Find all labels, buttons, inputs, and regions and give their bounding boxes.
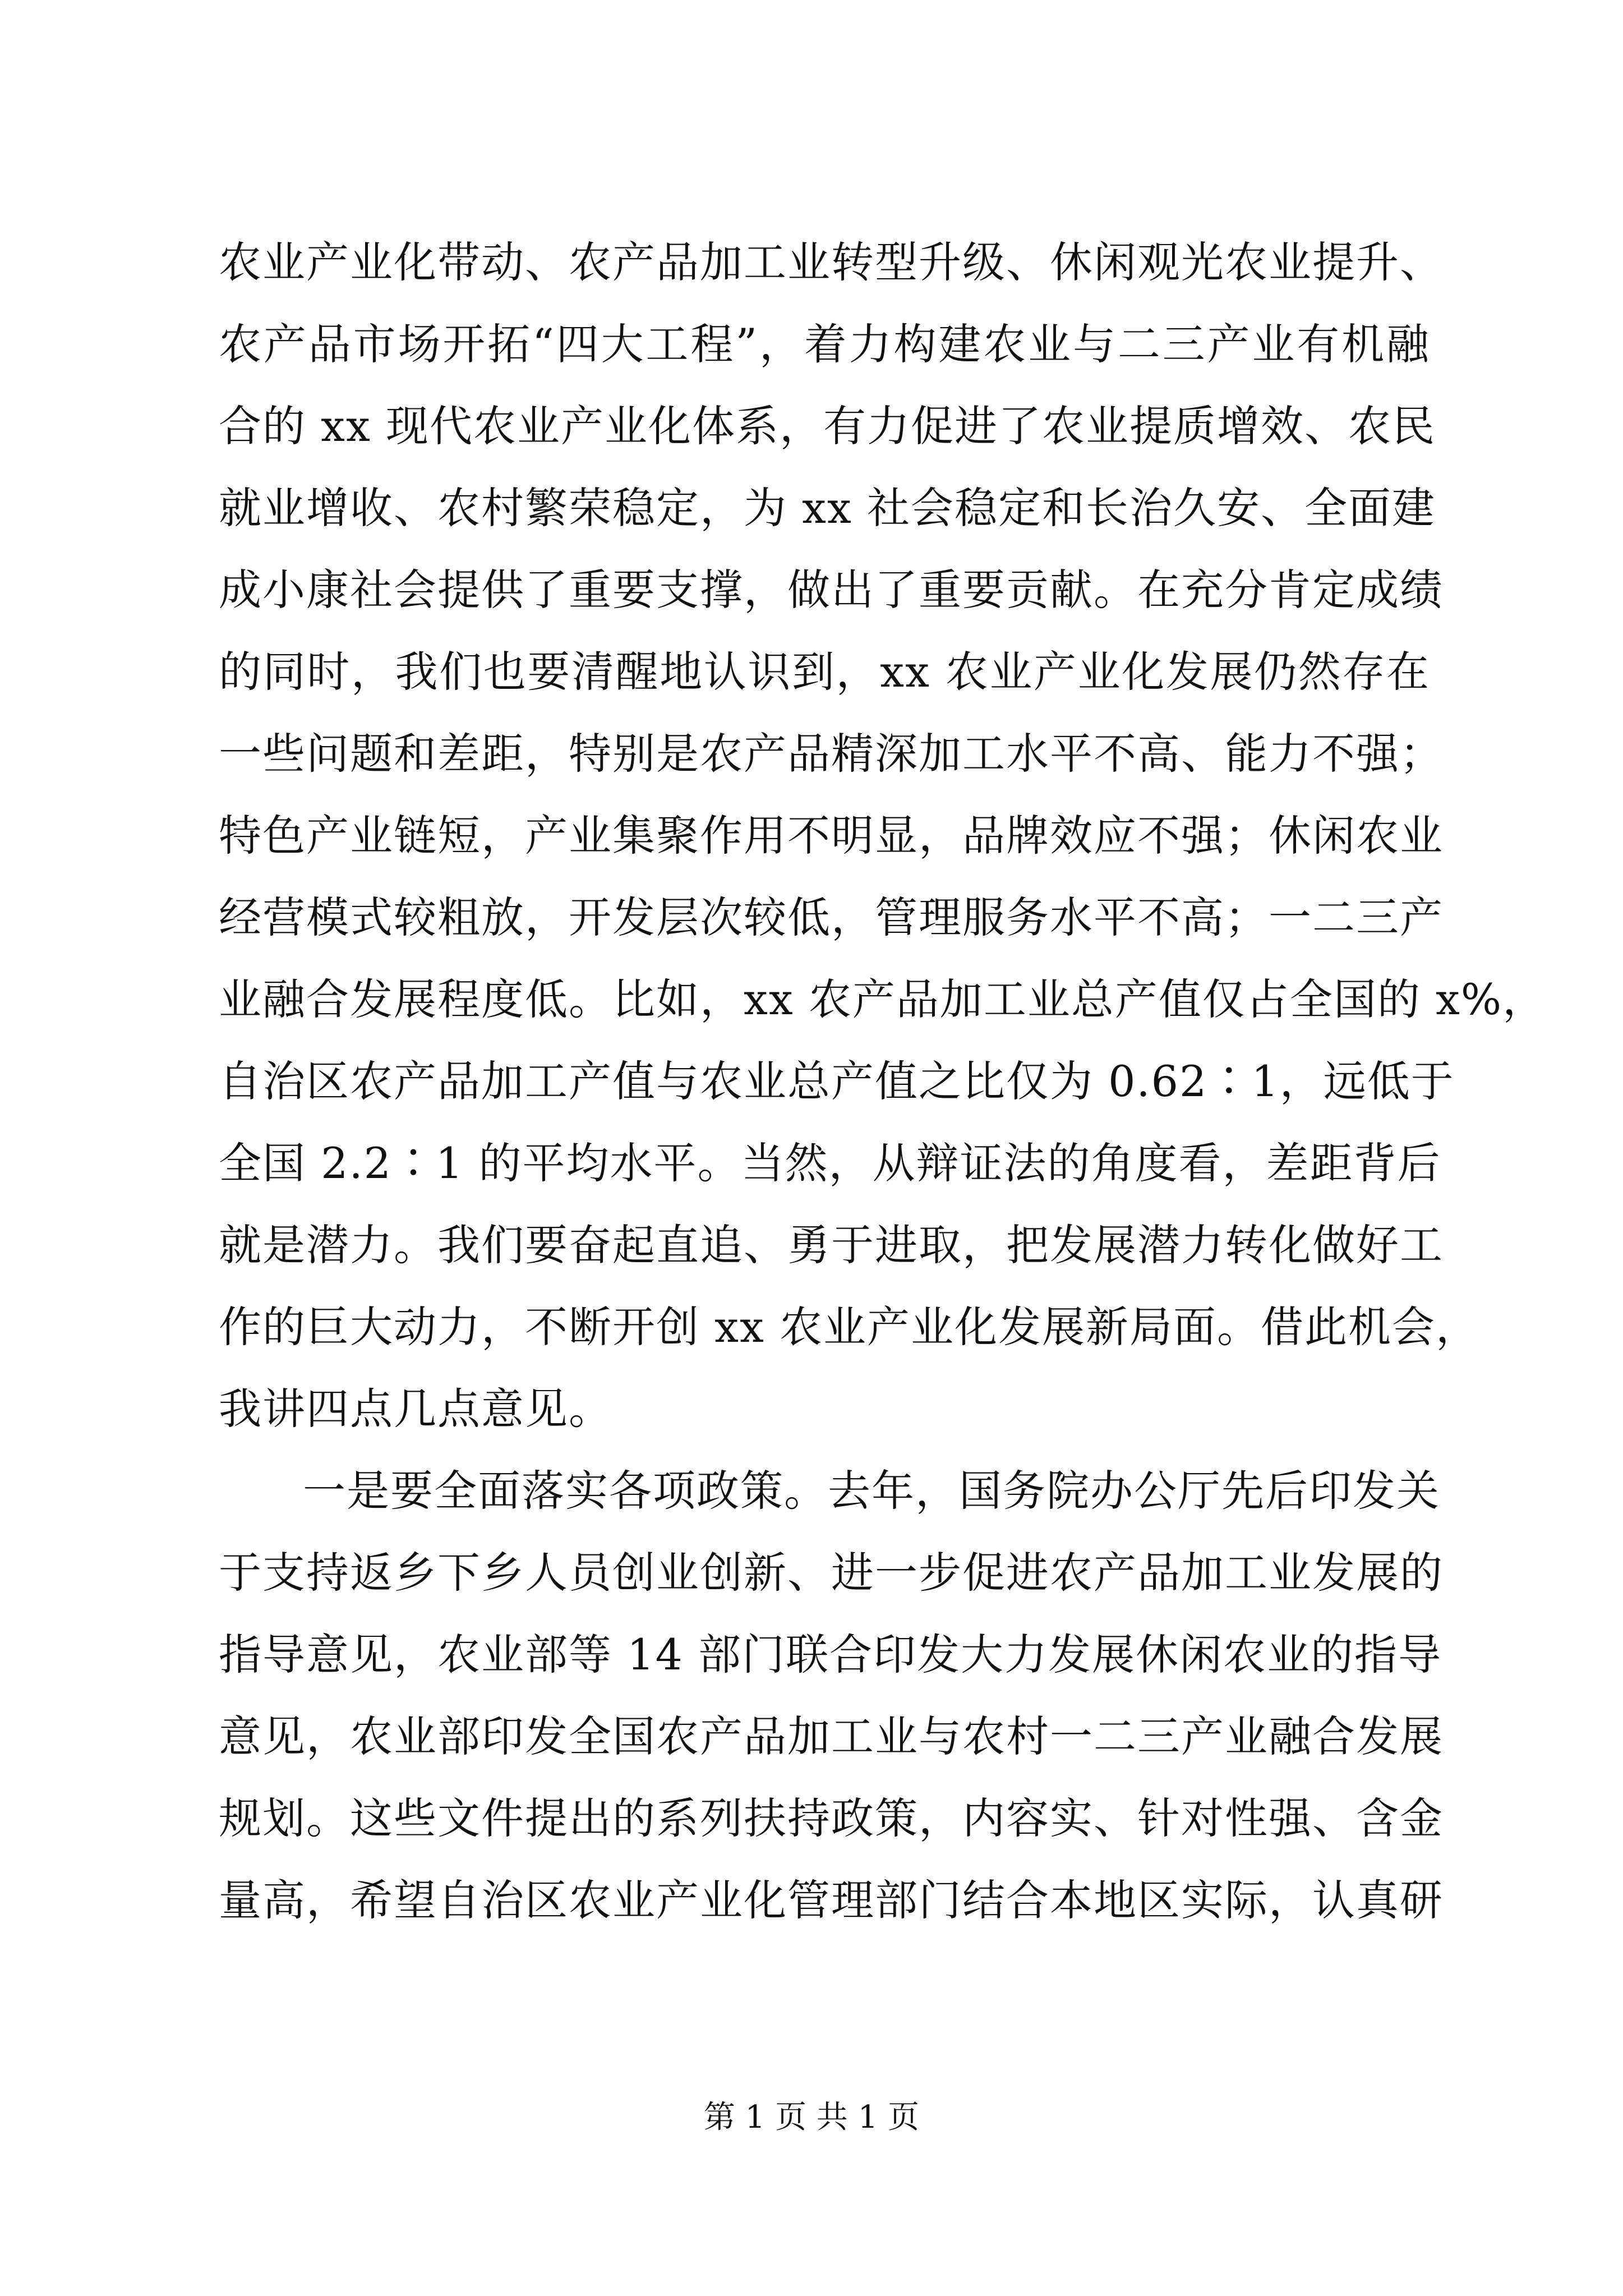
text-line: 就业增收、农村繁荣稳定，为 xx 社会稳定和长治久安、全面建	[219, 483, 1436, 533]
text-line: 特色产业链短，产业集聚作用不明显，品牌效应不强；休闲农业	[219, 811, 1444, 861]
text-line: 我讲四点几点意见。	[219, 1384, 612, 1434]
text-line: 一些问题和差距，特别是农产品精深加工水平不高、能力不强；	[219, 729, 1444, 779]
text-line: 全国 2.2∶1 的平均水平。当然，从辩证法的角度看，差距背后	[219, 1138, 1441, 1188]
text-line: 经营模式较粗放，开发层次较低，管理服务水平不高；一二三产	[219, 892, 1444, 942]
text-line: 意见，农业部印发全国农产品加工业与农村一二三产业融合发展	[219, 1711, 1444, 1761]
text-line: 的同时，我们也要清醒地认识到，xx 农业产业化发展仍然存在	[219, 647, 1430, 697]
text-line: 一是要全面落实各项政策。去年，国务院办公厅先后印发关	[303, 1466, 1440, 1516]
paragraph-1	[219, 222, 1547, 1450]
text-line: 农产品市场开拓“四大工程”，着力构建农业与二三产业有机融	[219, 319, 1430, 369]
text-line: 规划。这些文件提出的系列扶持政策，内容实、针对性强、含金	[219, 1793, 1444, 1843]
text-line: 农业产业化带动、农产品加工业转型升级、休闲观光农业提升、	[219, 237, 1444, 287]
text-line: 成小康社会提供了重要支撑，做出了重要贡献。在充分肯定成绩	[219, 565, 1444, 615]
paragraph-2	[219, 1450, 1444, 1941]
text-line: 就是潜力。我们要奋起直追、勇于进取，把发展潜力转化做好工	[219, 1220, 1444, 1270]
text-line: 自治区农产品加工产值与农业总产值之比仅为 0.62∶1，远低于	[219, 1056, 1455, 1106]
body-text	[219, 222, 1547, 1941]
text-line: 作的巨大动力，不断开创 xx 农业产业化发展新局面。借此机会，	[219, 1302, 1480, 1352]
text-line: 业融合发展程度低。比如，xx 农产品加工业总产值仅占全国的 x%，	[219, 974, 1547, 1024]
text-line: 指导意见，农业部等 14 部门联合印发大力发展休闲农业的指导	[219, 1630, 1442, 1680]
text-line: 于支持返乡下乡人员创业创新、进一步促进农产品加工业发展的	[219, 1548, 1444, 1598]
text-line: 量高，希望自治区农业产业化管理部门结合本地区实际，认真研	[219, 1875, 1444, 1925]
text-line: 合的 xx 现代农业产业化体系，有力促进了农业提质增效、农民	[219, 401, 1436, 451]
page-number-footer: 第 1 页 共 1 页	[703, 2099, 920, 2136]
